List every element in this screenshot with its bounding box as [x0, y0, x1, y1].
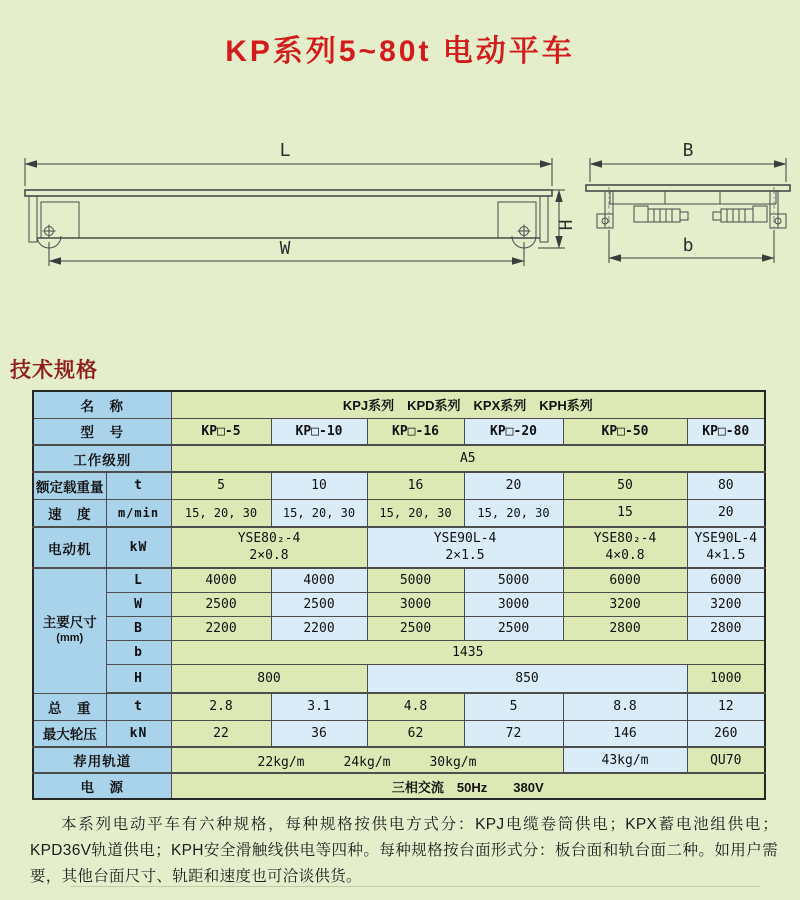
wheel-load-cell: 72 [464, 720, 563, 747]
power-value: 三相交流 50Hz 380V [171, 773, 765, 799]
dim-L-cell: 4000 [171, 568, 271, 592]
row-dim-b [33, 640, 765, 664]
rail-cell: QU70 [687, 747, 765, 773]
flatcar-end-body [586, 185, 790, 234]
dim-L-cell: 5000 [367, 568, 464, 592]
deck-plate-end [586, 185, 790, 191]
dim-key-B: B [106, 616, 171, 640]
spec-table [32, 390, 766, 800]
row-label-duty: 工作级别 [33, 445, 171, 472]
wheel-load-cell: 36 [271, 720, 367, 747]
dim-label-L: L [279, 140, 291, 161]
dim-key-H: H [106, 664, 171, 693]
motor-cell [687, 527, 765, 568]
dim-label-B: B [682, 140, 694, 161]
row-power [33, 773, 765, 799]
right-motor-icon [713, 206, 767, 222]
dim-L [25, 140, 552, 186]
weight-cell: 3.1 [271, 693, 367, 720]
row-model [33, 418, 765, 445]
weight-cell: 5 [464, 693, 563, 720]
side-view-drawing [15, 130, 577, 280]
left-axle-icon [43, 225, 56, 238]
wheel-load-cell: 146 [563, 720, 687, 747]
speed-cell: 20 [687, 499, 765, 527]
row-label-name: 名 称 [33, 391, 171, 418]
motor-cell [563, 527, 687, 568]
model-cell: KP□-16 [367, 418, 464, 445]
row-total-weight [33, 693, 765, 720]
left-wheel-box [41, 202, 79, 238]
row-label-model: 型 号 [33, 418, 171, 445]
row-label-rail: 荐用轨道 [33, 747, 171, 773]
wheel-load-cell: 22 [171, 720, 271, 747]
dim-L-cell: 5000 [464, 568, 563, 592]
rail-cell: 43kg/m [563, 747, 687, 773]
section-heading: 技术规格 [10, 359, 98, 382]
dim-B-cell: 2800 [687, 616, 765, 640]
dim-B-cell: 2200 [171, 616, 271, 640]
row-speed [33, 499, 765, 527]
row-label-wheel-load: 最大轮压 [33, 720, 106, 747]
motor-power: 4×0.8 [605, 547, 645, 563]
dim-W-cell: 3200 [687, 592, 765, 616]
motor-cell [367, 527, 563, 568]
row-wheel-load [33, 720, 765, 747]
page-title: KP系列5~80t 电动平车 [225, 35, 575, 68]
dim-W-cell: 2500 [171, 592, 271, 616]
dim-label-W: W [279, 238, 291, 259]
speed-cell: 15 [563, 499, 687, 527]
dim-B-cell: 2800 [563, 616, 687, 640]
dim-b-cell: 1435 [171, 640, 765, 664]
speed-cell: 15, 20, 30 [271, 499, 367, 527]
capacity-cell: 20 [464, 472, 563, 499]
row-dim-B [33, 616, 765, 640]
wheel-load-cell: 62 [367, 720, 464, 747]
left-bumper [29, 196, 37, 242]
dim-W-cell: 3000 [464, 592, 563, 616]
dim-H-cell: 800 [171, 664, 367, 693]
dim-L-cell: 4000 [271, 568, 367, 592]
row-capacity [33, 472, 765, 499]
unit-weight: t [106, 693, 171, 720]
unit-wheel-load: kN [106, 720, 171, 747]
bottom-divider [70, 886, 760, 887]
wheel-load-cell: 260 [687, 720, 765, 747]
weight-cell: 4.8 [367, 693, 464, 720]
weight-cell: 2.8 [171, 693, 271, 720]
speed-cell: 15, 20, 30 [171, 499, 271, 527]
capacity-cell: 10 [271, 472, 367, 499]
unit-speed: m/min [106, 499, 171, 527]
series-list: KPJ系列 KPD系列 KPX系列 KPH系列 [171, 391, 765, 418]
dim-W-cell: 3000 [367, 592, 464, 616]
capacity-cell: 5 [171, 472, 271, 499]
dim-B-cell: 2500 [367, 616, 464, 640]
motor-type: YSE80₂-4 [237, 531, 301, 547]
dim-W-cell: 2500 [271, 592, 367, 616]
dims-label-text: 主要尺寸 [42, 615, 97, 631]
model-cell: KP□-5 [171, 418, 271, 445]
motor-power: 2×0.8 [249, 547, 289, 563]
dim-key-W: W [106, 592, 171, 616]
model-cell: KP□-10 [271, 418, 367, 445]
dim-B-cell: 2500 [464, 616, 563, 640]
dim-H-cell: 1000 [687, 664, 765, 693]
model-cell: KP□-20 [464, 418, 563, 445]
dim-key-L: L [106, 568, 171, 592]
dim-b [609, 230, 774, 263]
motor-cell [171, 527, 367, 568]
model-cell: KP□-80 [687, 418, 765, 445]
row-label-weight: 总 重 [33, 693, 106, 720]
dims-label-unit: (mm) [56, 632, 84, 645]
dim-key-b: b [106, 640, 171, 664]
dim-H [538, 190, 577, 248]
dim-B [590, 140, 786, 182]
right-bumper [540, 196, 548, 242]
row-label-power: 电 源 [33, 773, 171, 799]
row-duty-class [33, 445, 765, 472]
weight-cell: 8.8 [563, 693, 687, 720]
capacity-cell: 80 [687, 472, 765, 499]
deck-plate [25, 190, 552, 196]
motor-type: YSE80₂-4 [593, 531, 657, 547]
dim-label-H: H [556, 219, 577, 231]
right-wheel-box [498, 202, 536, 238]
capacity-cell: 50 [563, 472, 687, 499]
left-motor-icon [634, 206, 688, 222]
row-motor [33, 527, 765, 568]
footer-note: 本系列电动平车有六种规格，每种规格按供电方式分：KPJ电缆卷筒供电；KPX蓄电池组供电；KPD36V轨道供电；KPH安全滑触线供电等四种。每种规格按台面形式分：板台面和轨台面二种。如用户需要，其他台面尺寸、轨距和速度也可洽谈供货。 [30, 816, 778, 885]
motor-power: 2×1.5 [445, 547, 485, 563]
dim-L-cell: 6000 [563, 568, 687, 592]
row-label-capacity: 额定载重量 [33, 472, 106, 499]
speed-cell: 15, 20, 30 [464, 499, 563, 527]
dim-B-cell: 2200 [271, 616, 367, 640]
speed-cell: 15, 20, 30 [367, 499, 464, 527]
row-dim-L [33, 568, 765, 592]
right-axle-icon [518, 225, 531, 238]
end-view-drawing [580, 130, 796, 280]
row-rail [33, 747, 765, 773]
dim-W [49, 238, 524, 266]
dims-group-label [33, 568, 106, 693]
row-series-name [33, 391, 765, 418]
motor-type: YSE90L-4 [694, 531, 758, 547]
row-label-speed: 速 度 [33, 499, 106, 527]
dim-label-b: b [682, 235, 694, 256]
unit-motor: kW [106, 527, 171, 568]
dim-H-cell: 850 [367, 664, 687, 693]
motor-type: YSE90L-4 [433, 531, 497, 547]
row-label-motor: 电动机 [33, 527, 106, 568]
dim-W-cell: 3200 [563, 592, 687, 616]
row-dim-W [33, 592, 765, 616]
model-cell: KP□-50 [563, 418, 687, 445]
row-dim-H [33, 664, 765, 693]
weight-cell: 12 [687, 693, 765, 720]
dim-L-cell: 6000 [687, 568, 765, 592]
motor-power: 4×1.5 [706, 547, 746, 563]
unit-capacity: t [106, 472, 171, 499]
rail-merged-cell: 22kg/m 24kg/m 30kg/m [171, 747, 563, 773]
duty-value: A5 [171, 445, 765, 472]
capacity-cell: 16 [367, 472, 464, 499]
